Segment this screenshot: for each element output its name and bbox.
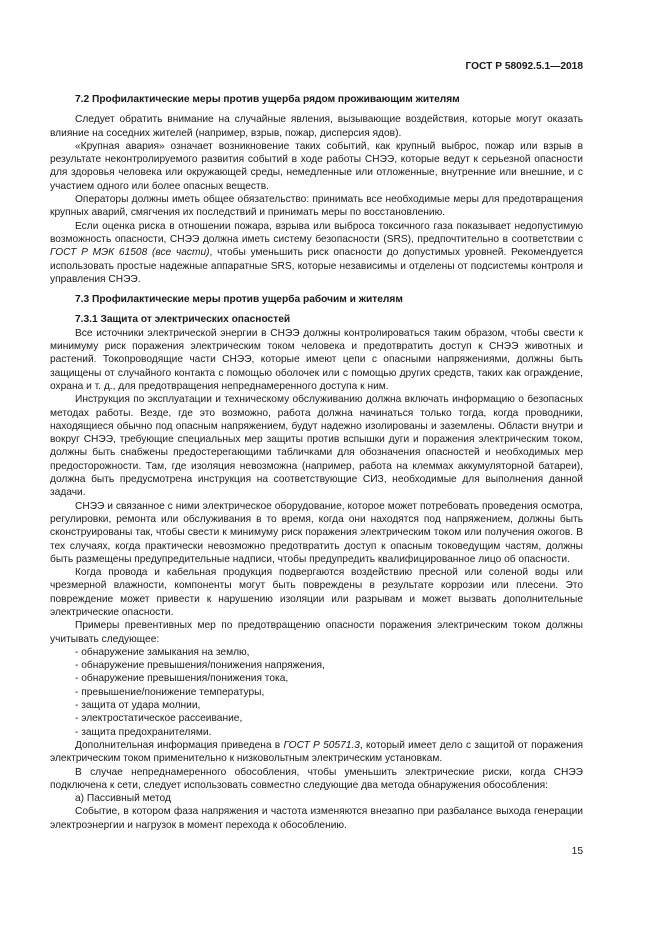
paragraph: Инструкция по эксплуатации и техническому обслуживанию должна включать информацию о безопасных методах работы. Везде, где это возможно, работа должна начинаться только тогда, когда проводники, находящиеся обычно под опасным напряжением, будут надежно изолированы и заземлены. Области внутри и вокруг СНЭЭ, требующие специальных мер защиты против вспышки дуги и поражения электрическим током, должны быть снабжены предостерегающими табличками для обозначения опасностей и необходимых мер предосторожности. Там, где изоляция невозможна (например, работа на клеммах аккумуляторной батареи), должна быть предусмотрена инструкция на соответствующие СИЗ, необходимые для выполнения данной задачи. xyxy=(50,394,583,499)
standard-reference: ГОСТ Р МЭК 61508 (все части) xyxy=(50,247,210,259)
page-number: 15 xyxy=(571,846,583,857)
paragraph-text: Дополнительная информация приведена в xyxy=(75,739,284,751)
paragraph: Событие, в котором фаза напряжения и частота изменяются внезапно при разбалансе выхода генерации электроэнергии и нагрузок в момент перехода к обособлению. xyxy=(50,806,583,831)
paragraph: Примеры превентивных мер по предотвращению опасности поражения электрическим током должны учитывать следующее: xyxy=(50,620,583,645)
measures-list xyxy=(50,646,583,739)
paragraph: Когда провода и кабельная продукция подвергаются воздействию пресной или соленой воды или чрезмерной влажности, компоненты могут быть повреждены в результате коррозии или плесени. Это повреждение может привести к нарушению изоляции или разрывам и может вызвать дополнительные электрические опасности. xyxy=(50,567,583,618)
list-item: - электростатическое рассеивание, xyxy=(75,713,243,725)
list-item: - обнаружение превышения/понижения напряжения, xyxy=(75,660,325,672)
document-header-id: ГОСТ Р 58092.5.1—2018 xyxy=(465,61,583,72)
list-item: - обнаружение превышения/понижения тока, xyxy=(75,673,289,685)
paragraph-text: , который имеет дело с защитой от поражения электрическим током применительно к низковольтным электрическим установкам. xyxy=(50,739,584,765)
standard-reference: ГОСТ Р 50571.3 xyxy=(283,739,360,751)
paragraph: «Крупная авария» означает возникновение таких событий, как крупный выброс, пожар или взрыв в результате неконтролируемого развития событий в ходе работы СНЭЭ, которые ведут к серьезной опасности для здоровья человека или окружающей среды, немедленные или отложенные, внутренние или внешние, и с участием одного или более опасных веществ. xyxy=(50,140,583,192)
paragraph: Следует обратить внимание на случайные явления, вызывающие воздействия, которые могут оказать влияние на соседних жителей (например, взрыв, пожар, дисперсия ядов). xyxy=(50,114,583,139)
subsection-heading-7-3-1: 7.3.1 Защита от электрических опасностей xyxy=(75,314,291,326)
document-body xyxy=(50,93,583,832)
paragraph: В случае непреднамеренного обособления, чтобы уменьшить электрические риски, когда СНЭЭ подключена к сети, следует использовать совместно следующие два метода обнаружения обособления: xyxy=(50,766,583,791)
paragraph xyxy=(50,220,583,286)
list-item: - обнаружение замыкания на землю, xyxy=(75,646,250,658)
list-item: - превышение/понижение температуры, xyxy=(75,686,265,698)
paragraph xyxy=(50,739,583,766)
section-heading-7-3: 7.3 Профилактические меры против ущерба рабочим и жителям xyxy=(75,294,403,306)
list-item: - защита предохранителями. xyxy=(75,726,212,738)
paragraph: Операторы должны иметь общее обязательство: принимать все необходимые меры для предотвращения крупных аварий, смягчения их последствий и принимать меры по восстановлению. xyxy=(50,194,583,219)
paragraph: Все источники электрической энергии в СНЭЭ должны контролироваться таким образом, чтобы свести к минимуму риск поражения электрическим током человека и предотвратить доступ к СНЭЭ животных и растений. Токопроводящие части СНЭЭ, которые имеют цепи с опасными напряжениями, должны быть защищены от случайного контакта с помощью оболочек или с помощью других средств, таких как ограждение, охрана и т. д., для предотвращения непреднамеренного доступа к ним. xyxy=(50,327,583,392)
paragraph-text: Если оценка риска в отношении пожара, взрыва или выброса токсичного газа показывает недопустимую возможность опасности, СНЭЭ должна иметь систему безопасности (SRS), предпочтительно в соответствии с xyxy=(50,220,583,245)
list-item: - защита от удара молнии, xyxy=(75,700,201,712)
method-item-a: а) Пассивный метод xyxy=(75,793,171,805)
paragraph: СНЭЭ и связанное с ними электрическое оборудование, которое может потребовать проведения осмотра, регулировки, ремонта или обслуживания в то время, когда они находятся под напряжением, должны быть сконструированы так, чтобы свести к минимуму риск поражения электрическим током или получения ожогов. В тех случаях, когда практически невозможно предотвратить доступ к опасным токоведущим частям, должны быть размещены предупредительные надписи, чтобы предупредить квалифицированное лицо об опасности. xyxy=(50,500,583,565)
paragraph-text: , чтобы уменьшить риск опасности до допустимых уровней. Рекомендуется использовать простые надежные аппаратные SRS, которые независимы и отделены от подсистемы контроля и управления СНЭЭ. xyxy=(50,247,584,285)
section-heading-7-2: 7.2 Профилактические меры против ущерба рядом проживающим жителям xyxy=(75,94,460,105)
